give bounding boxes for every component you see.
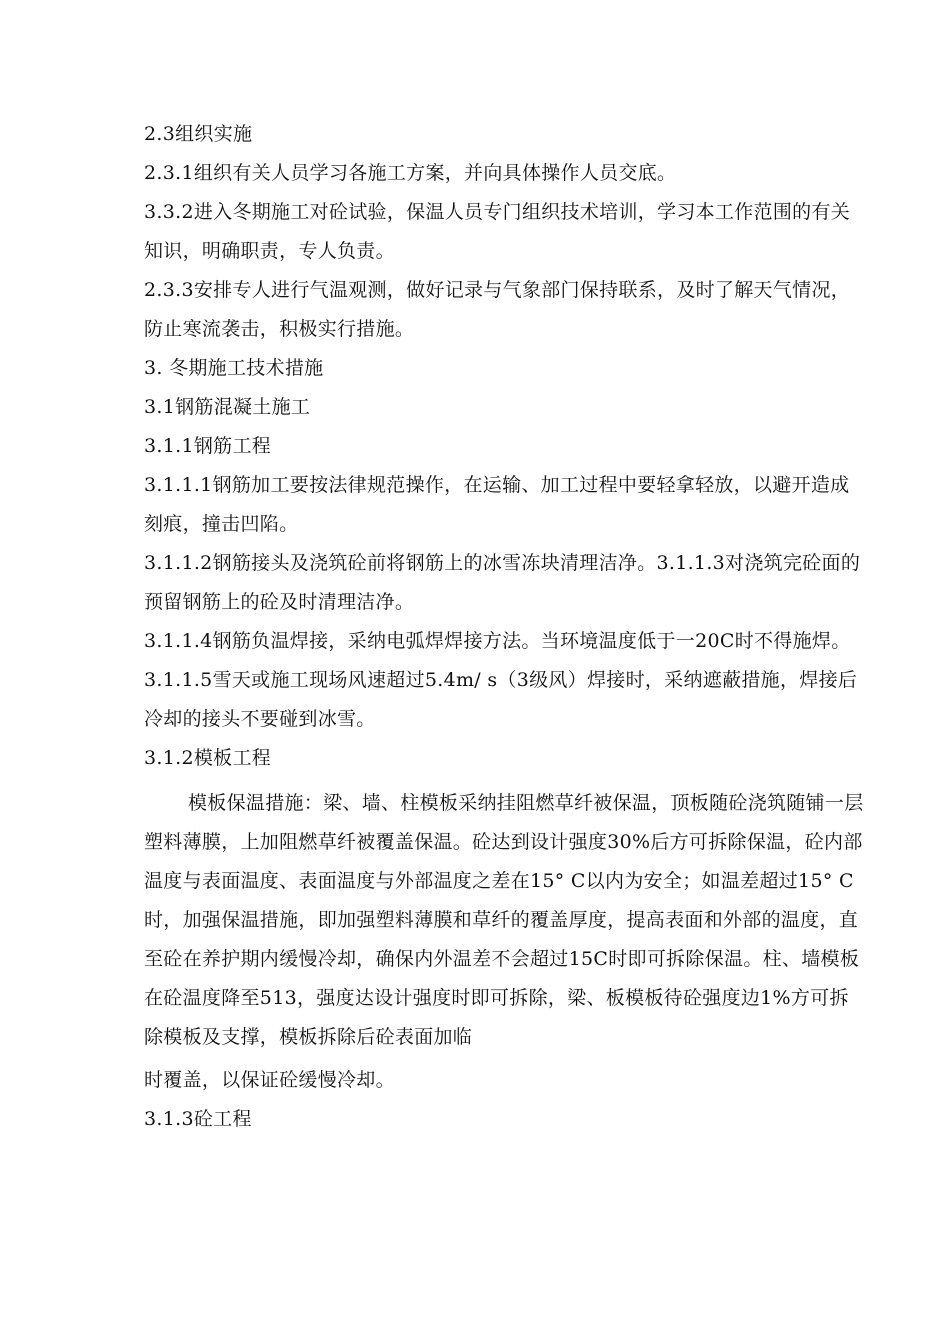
paragraph-3-1-1-4: 3.1.1.4钢筋负温焊接，采纳电弧焊焊接方法。当环境温度低于一20C时不得施焊。 [144, 630, 851, 652]
paragraph-formwork-insulation: 模板保温措施：梁、墙、柱模板采纳挂阻燃草纤被保温，顶板随砼浇筑随铺一层塑料薄膜，上加阻燃草纤被覆盖保温。砼达到设计强度30%后方可拆除保温，砼内部温度与表面温度、表面温度与外部温度之差在15° C以内为安全；如温差超过15° C时，加强保温措施，即加强塑料薄膜和草纤的覆盖厚度，提高表面和外部的温度，直至砼在养护期内缓慢冷却，确保内外温差不会超过15C时即可拆除保温。柱、墙模板在砼温度降至513，强度达设计强度时即可拆除，梁、板模板待砼强度边1%方可拆除模板及支撑，模板拆除后砼表面加临 [144, 792, 864, 1048]
paragraph-formwork-continuation: 时覆盖，以保证砼缓慢冷却。 [144, 1069, 395, 1091]
heading-3-1-1: 3.1.1钢筋工程 [144, 435, 272, 457]
paragraph-3-3-2: 3.3.2进入冬期施工对砼试验，保温人员专门组织技术培训，学习本工作范围的有关知识，明确职责，专人负责。 [144, 201, 851, 262]
paragraph-2-3-3: 2.3.3安排专人进行气温观测，做好记录与气象部门保持联系，及时了解天气情况，防止寒流袭击，积极实行措施。 [144, 279, 851, 340]
heading-3: 3. 冬期施工技术措施 [144, 357, 324, 379]
heading-3-1-2: 3.1.2模板工程 [144, 747, 272, 769]
paragraph-2-3-1: 2.3.1组织有关人员学习各施工方案，并向具体操作人员交底。 [144, 162, 677, 184]
document-page [144, 115, 864, 1139]
paragraph-3-1-1-1: 3.1.1.1钢筋加工要按法律规范操作，在运输、加工过程中要轻拿轻放，以避开造成刻痕，撞击凹陷。 [144, 474, 850, 535]
paragraph-3-1-1-2: 3.1.1.2钢筋接头及浇筑砼前将钢筋上的冰雪冻块清理洁净。3.1.1.3对浇筑完砼面的预留钢筋上的砼及时清理洁净。 [144, 552, 861, 613]
heading-3-1: 3.1钢筋混凝土施工 [144, 396, 311, 418]
heading-2-3: 2.3组织实施 [144, 123, 253, 145]
heading-3-1-3: 3.1.3砼工程 [144, 1108, 252, 1130]
paragraph-3-1-1-5: 3.1.1.5雪天或施工现场风速超过5.4m/ s（3级风）焊接时，采纳遮蔽措施，焊接后冷却的接头不要碰到冰雪。 [144, 669, 858, 730]
